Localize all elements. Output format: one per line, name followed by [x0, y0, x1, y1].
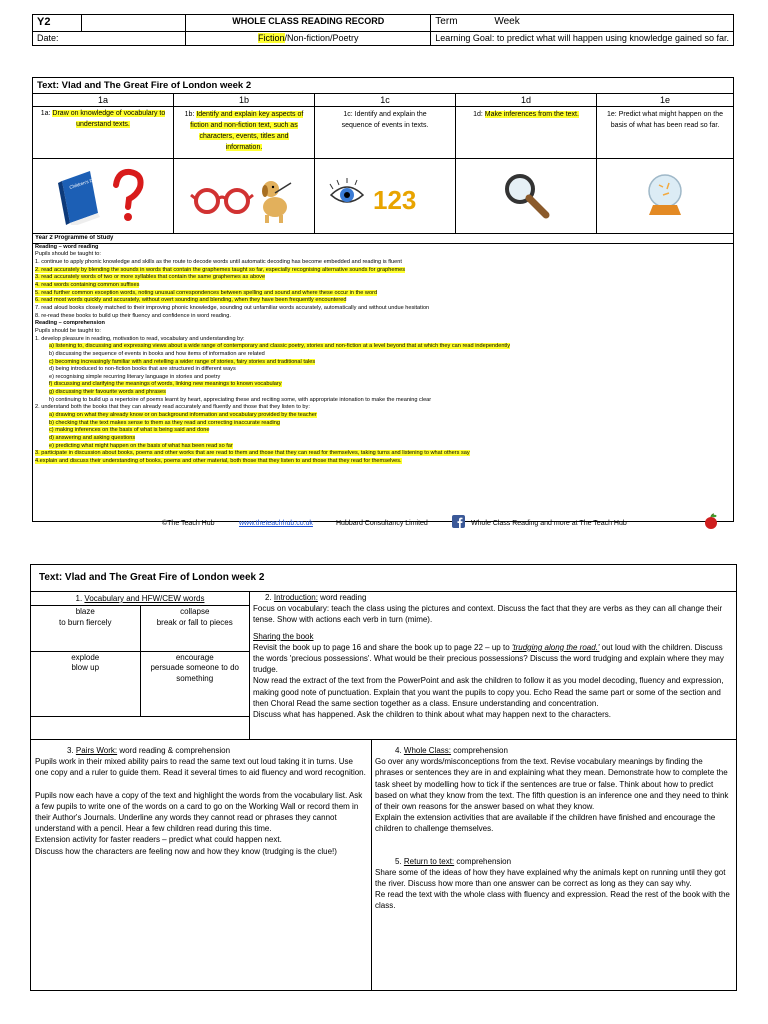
- po-line: [35, 397, 731, 405]
- po-line: [35, 443, 731, 451]
- sharing-a: Revisit the book up to page 16 and share the book up to page 22 – up to: [253, 642, 512, 652]
- vocab-collapse: [140, 606, 249, 651]
- apple-logo-icon: [702, 513, 720, 533]
- return-heading: [375, 856, 732, 867]
- po-line-text: a) listening to, discussing and expressing views about a wide range of contemporary and classic poetry, stories and non-fiction at a level beyond that at which they can read independently: [49, 343, 511, 350]
- po-line-text: 3. participate in discussion about books, poems and other works that are read to them and those that they can read for themselves, taking turns and listening to what others say: [35, 450, 470, 457]
- year-cell: Y2: [33, 15, 82, 32]
- po-line-text: 6. read most words quickly and accurately, without overt sounding and blending, when they have been frequently encountered: [35, 297, 347, 304]
- po-line: [35, 458, 731, 466]
- aim-1c: [315, 107, 456, 159]
- whole-class-box: [371, 739, 736, 990]
- po-line-text: h) continuing to build up a repertoire of poems learnt by heart, appreciating these and reciting some, with appropriate intonation to make the meaning clear: [49, 396, 432, 403]
- date-label: Date:: [37, 33, 59, 43]
- po-line: [35, 305, 731, 313]
- po-line: [35, 450, 731, 458]
- intro-p1: Focus on vocabulary: teach the class using the pictures and context. Discuss the fact that they are verbs as they can all change their tense. Show with actions each verb in turn (mime).: [253, 604, 723, 625]
- intro-title: Introduction:: [273, 593, 318, 602]
- page2-text-title: Text: Vlad and The Great Fire of London week 2: [39, 572, 265, 583]
- po-line-text: f) discussing and clarifying the meanings of words, linking new meanings to known vocabulary: [49, 381, 282, 388]
- whole-sub: comprehension: [451, 746, 508, 755]
- po-line-text: Reading – comprehension: [35, 320, 105, 327]
- po-line: [35, 290, 731, 298]
- po-line: [35, 412, 731, 420]
- col-head-1c: 1c: [315, 94, 456, 107]
- po-line: [35, 435, 731, 443]
- po-line-text: 4.explain and discuss their understanding of books, poems and other material, both those that they listen to and those that they read for themselves.: [35, 458, 402, 465]
- po-line-text: 4. read words containing common suffixes: [35, 281, 140, 288]
- po-line: [35, 374, 731, 382]
- genre-fiction: Fiction: [258, 33, 285, 43]
- aim-1b-text: Identify and explain key aspects of fiction and non-fiction text, such as characters, events, titles and information.: [190, 111, 304, 151]
- po-line-text: 5. read further common exception words, noting unusual correspondences between spelling and sound and where these occur in the word: [35, 289, 378, 296]
- sharing-title: Sharing the book: [253, 631, 314, 641]
- page1-text-title: Text: Vlad and The Great Fire of London week 2: [33, 78, 734, 94]
- pic-1b: [174, 159, 315, 234]
- po-line-text: d) being introduced to non-fiction books that are structured in different ways: [49, 366, 236, 373]
- po-line-text: 1. continue to apply phonic knowledge and skills as the route to decode words until automatic decoding has become embedded and reading is fluent: [35, 258, 402, 265]
- aim-1d: [456, 107, 597, 159]
- col-head-1b: 1b: [174, 94, 315, 107]
- intro-sub: word reading: [317, 593, 367, 602]
- genre-others: /Non-fiction/Poetry: [284, 33, 359, 43]
- magnifying-glass-icon: [496, 165, 556, 225]
- vocab-encourage: [140, 651, 249, 717]
- genre-cell: [186, 32, 431, 46]
- lesson-plan: [30, 564, 737, 991]
- vocab-meaning: persuade someone to do something: [150, 663, 239, 683]
- return-num: 5.: [395, 856, 404, 866]
- aim-1a: [33, 107, 174, 159]
- record-title: WHOLE CLASS READING RECORD: [186, 15, 431, 32]
- po-line: [35, 259, 731, 267]
- pic-1d: [456, 159, 597, 234]
- aim-1e-text: 1e: Predict what might happen on the basis of what has been read so far.: [607, 111, 723, 129]
- pairs-heading: [35, 745, 367, 756]
- col-head-1a: 1a: [33, 94, 174, 107]
- introduction-box: [249, 591, 736, 740]
- return-p1: Share some of the ideas of how they have explained why the animals kept on running until they got the river. Discuss how more than one answer can be correct as long as they can say why.: [375, 867, 726, 889]
- header-table: [32, 14, 734, 46]
- po-line-text: a) drawing on what they already know or on background information and vocabulary provided by the teacher: [49, 412, 317, 419]
- pairs-work-box: [31, 739, 372, 990]
- whole-title: Whole Class:: [403, 746, 452, 755]
- numbers-text: 123: [373, 185, 417, 215]
- vocab-word: collapse: [180, 607, 210, 616]
- vocab-meaning: break or fall to pieces: [156, 617, 233, 627]
- aim-1d-prefix: 1d:: [473, 111, 485, 118]
- sharing-b: out loud with the children. Discuss the words 'precious possessions'. What would be their precious possessions? Discuss the word trudging and explain where they may trudge.: [253, 642, 724, 675]
- vocab-explode: [31, 651, 140, 717]
- pairs-title: Pairs Work:: [75, 746, 118, 755]
- po-line-text: 2. read accurately by blending the sounds in words that contain the graphemes taught so far, especially recognising alternative sounds for graphemes: [35, 266, 406, 273]
- whole-p2: Explain the extension activities that are available if the children have finished and encourage the children to challenge themselves.: [375, 813, 716, 834]
- po-line-text: 2. understand both the books that they can already read accurately and fluently and those that they listen to by:: [35, 404, 310, 411]
- eye-numbers-icon: [325, 165, 445, 225]
- po-line: [35, 274, 731, 282]
- pic-1c: [315, 159, 456, 234]
- po-line-text: Pupils should be taught to:: [35, 327, 101, 334]
- po-line-text: 7. read aloud books closely matched to their improving phonic knowledge, sounding out unfamiliar words accurately, automatically and without undue hesitation: [35, 304, 430, 311]
- po-line: [35, 320, 731, 328]
- facebook-icon[interactable]: [452, 515, 465, 530]
- po-line-text: c) becoming increasingly familiar with and retelling a wider range of stories, fairy stories and traditional tales: [49, 358, 316, 365]
- aim-1c-text: 1c: Identify and explain the sequence of events in texts.: [341, 111, 429, 129]
- po-line: [35, 251, 731, 259]
- reading-domains-table: [32, 77, 734, 522]
- date-cell: [33, 32, 186, 46]
- pairs-sub: word reading & comprehension: [117, 746, 231, 755]
- vocab-word: encourage: [175, 652, 214, 662]
- vocab-table: [31, 606, 249, 717]
- aim-1b: [174, 107, 315, 159]
- return-sub: comprehension: [454, 856, 512, 866]
- vocab-word: blaze: [75, 607, 95, 616]
- po-line-text: Pupils should be taught to:: [35, 251, 101, 258]
- aim-1a-text: Draw on knowledge of vocabulary to understand texts.: [52, 110, 166, 128]
- term-label: Term: [435, 16, 458, 27]
- whole-num: 4.: [395, 746, 404, 755]
- aim-1d-text: Make inferences from the text.: [484, 111, 579, 118]
- po-lines: [35, 244, 731, 466]
- po-line-text: Reading – word reading: [35, 243, 99, 250]
- po-line-text: e) recognising simple recurring literary language in stories and poetry: [49, 373, 221, 380]
- vocab-word: explode: [71, 652, 100, 662]
- po-line: [35, 244, 731, 252]
- whole-p1: Go over any words/misconceptions from the text. Revise vocabulary meanings by finding the phrases or sentences they are in and explaining what they mean. Demonstrate how to complete the task sheet by modelling how to tick if the sentences are true or false. Think about how to predict based on what they know from the text. The fifth question is an inference one and they need to think of their own reasons for the answer based on what they know.: [375, 757, 729, 812]
- aim-1a-prefix: 1a:: [40, 110, 53, 117]
- learning-goal: Learning Goal: to predict what will happen using knowledge gained so far.: [431, 32, 734, 46]
- aim-1e: [597, 107, 734, 159]
- vocab-meaning: blow up: [71, 663, 100, 673]
- po-line: [35, 328, 731, 336]
- vocab-blaze: [31, 606, 140, 651]
- return-p2: Re read the text with the whole class with fluency and expression. Read the rest of the book with the class.: [375, 890, 730, 911]
- po-line-text: b) checking that the text makes sense to them as they read and correcting inaccurate reading: [49, 419, 281, 426]
- whole-heading: [375, 745, 732, 756]
- po-line-text: g) discussing their favourite words and phrases: [49, 389, 166, 396]
- week-label: Week: [494, 16, 520, 27]
- dictionary-label: Children's Dictionary: [68, 172, 110, 190]
- pairs-p4: Discuss how the characters are feeling now and how they know (trudging is the clue!): [35, 846, 337, 856]
- po-line: [35, 282, 731, 290]
- pairs-p1: Pupils work in their mixed ability pairs to read the same text out loud taking it in turns. Use one copy and a ruler to guide them. Read it several times to aid fluency and word recognition.: [35, 757, 366, 778]
- sharing-quote: 'trudging along the road.': [511, 642, 600, 652]
- pairs-num: 3.: [67, 746, 76, 755]
- po-line: [35, 267, 731, 275]
- intro-p4: Discuss what has happened. Ask the children to think about what may happen next to the characters.: [253, 710, 611, 720]
- vocab-num: 1.: [75, 594, 85, 603]
- footer: [0, 515, 768, 535]
- col-head-1e: 1e: [597, 94, 734, 107]
- po-line-text: c) making inferences on the basis of what is being said and done: [49, 427, 210, 434]
- intro-heading: [253, 592, 730, 603]
- programme-of-study: [33, 234, 734, 522]
- header-blank-cell: [81, 15, 185, 32]
- pairs-p3: Extension activity for faster readers – predict what could happen next.: [35, 835, 282, 845]
- po-line-text: 3. read accurately words of two or more syllables that contain the same graphemes as above: [35, 274, 266, 281]
- sharing-text: [253, 642, 730, 676]
- po-line: [35, 381, 731, 389]
- vocab-meaning: to burn fiercely: [59, 617, 112, 627]
- po-line: [35, 366, 731, 374]
- po-line: [35, 313, 731, 321]
- footer-company: Hubbard Consultancy Limited: [336, 520, 428, 527]
- term-week-cell: [431, 15, 734, 32]
- po-line-text: b) discussing the sequence of events in books and how items of information are related: [49, 350, 265, 357]
- vocab-box: [31, 591, 250, 717]
- col-head-1d: 1d: [456, 94, 597, 107]
- po-line: [35, 389, 731, 397]
- glasses-dog-icon: [189, 165, 299, 225]
- return-title: Return to text:: [403, 856, 455, 866]
- footer-url-link[interactable]: www.theteachhub.co.uk: [239, 520, 313, 527]
- po-line: [35, 343, 731, 351]
- po-line: [35, 404, 731, 412]
- po-line-text: 1. develop pleasure in reading, motivation to read, vocabulary and understanding by:: [35, 335, 245, 342]
- po-line: [35, 297, 731, 305]
- po-line: [35, 336, 731, 344]
- crystal-ball-icon: [635, 165, 695, 225]
- po-line: [35, 427, 731, 435]
- pairs-p2: Pupils now each have a copy of the text and highlight the words from the vocabulary list. Ask a few pupils to write one of the words on a card to go on the Working Wall or record them in their Author's Journals. Underline any words they cannot read or phrases they cannot understand with a pencil. Hear a few children read during this time.: [35, 790, 363, 834]
- dictionary-question-icon: [48, 165, 158, 225]
- aim-1b-prefix: 1b:: [184, 111, 197, 118]
- po-line-text: d) answering and asking questions: [49, 435, 136, 442]
- pic-1a: [33, 159, 174, 234]
- vocab-heading: [31, 592, 249, 606]
- po-heading: Year 2 Programme of Study: [35, 235, 114, 241]
- po-line-text: e) predicting what might happen on the basis of what has been read so far: [49, 442, 233, 449]
- po-line: [35, 359, 731, 367]
- intro-num: 2.: [265, 593, 274, 602]
- po-line: [35, 420, 731, 428]
- po-line: [35, 351, 731, 359]
- vocab-heading-text: Vocabulary and HFW/CEW words: [84, 594, 205, 603]
- footer-copyright: ©The Teach Hub: [162, 520, 215, 527]
- po-line-text: 8. re-read these books to build up their fluency and confidence in word reading.: [35, 312, 231, 319]
- intro-p3: Now read the extract of the text from the PowerPoint and ask the children to follow it as you model decoding, fluency and expression, making good note of punctuation. Explain that you want the pupils to copy you. Echo Read the same part or some of the section and then Choral Read the same section together as a class. Ensure understanding and concentration.: [253, 676, 724, 708]
- pic-1e: [597, 159, 734, 234]
- footer-facebook-text: Whole Class Reading and more at The Teach Hub: [471, 520, 627, 527]
